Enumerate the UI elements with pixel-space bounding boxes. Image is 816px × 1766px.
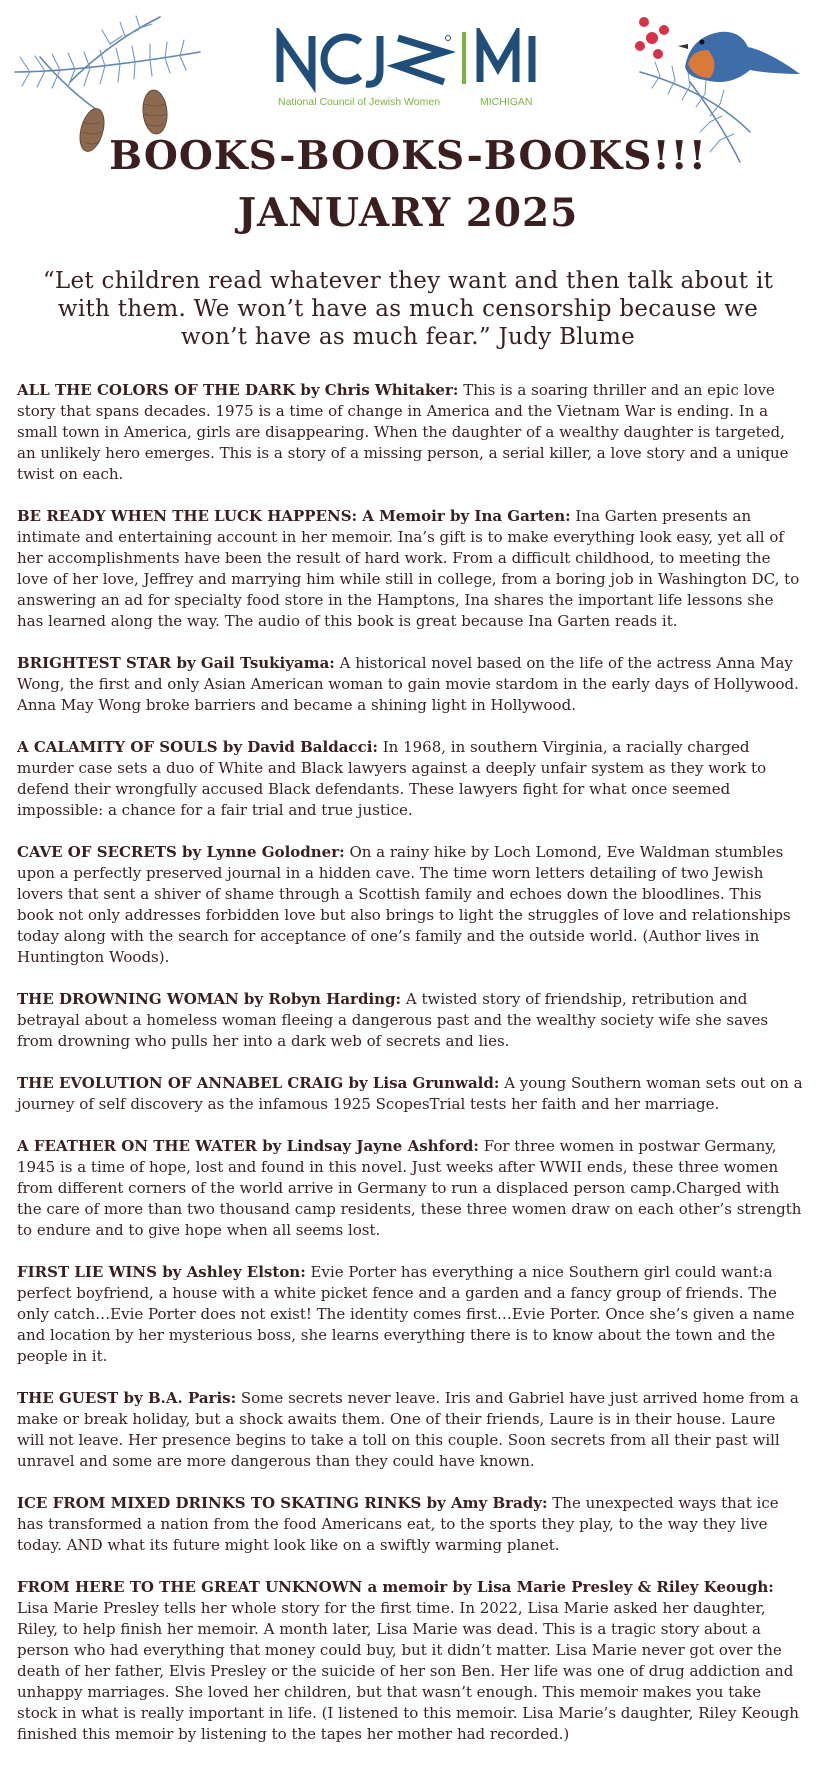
book-description: Evie Porter has everything a nice Southern girl could want:a perfect boyfriend, a house with a white picket fence and a garden and a fancy group of friends. The only catch…Evie Porter does not exist! The identity comes first…Evie Porter. Once she’s given a name and location by her mysterious boss, she learns everything there is to know about the town and the people in it.: [17, 1263, 795, 1365]
book-description: Ina Garten presents an intimate and entertaining account in her memoir. Ina’s gift is to make everything look easy, yet all of her accomplishments have been the result of hard work. From a difficult childhood, to meeting the love of her love, Jeffrey and marrying him while still in college, from a boring job in Washington DC, to answering an ad for specialty food store in the Hamptons, Ina shares the important life lessons she has learned along the way. The audio of this book is great because Ina Garten reads it.: [17, 507, 800, 630]
book-title: BRIGHTEST STAR by Gail Tsukiyama:: [17, 654, 335, 672]
book-description: A historical novel based on the life of the actress Anna May Wong, the first and only Asian American woman to gain movie stardom in the early days of Hollywood. Anna May Wong broke barriers and became a shining light in Hollywood.: [17, 654, 799, 714]
judy-blume-quote: “Let children read whatever they want and then talk about it with them. We won’t have as much censorship because we won’t have as much fear.” Judy Blume: [42, 268, 774, 350]
book-title: A CALAMITY OF SOULS by David Baldacci:: [17, 738, 378, 756]
book-description: The unexpected ways that ice has transformed a nation from the food Americans eat, to the sports they play, to the way they live today. AND what its future might look like on a swiftly warming planet.: [17, 1494, 779, 1554]
book-description: A twisted story of friendship, retribution and betrayal about a homeless woman fleeing a dangerous past and the wealthy society wife she saves from drowning who pulls her into a dark web of secrets and lies.: [17, 990, 769, 1050]
book-entry: [17, 842, 803, 968]
book-title: THE GUEST by B.A. Paris:: [17, 1389, 237, 1407]
book-description: On a rainy hike by Loch Lomond, Eve Waldman stumbles upon a perfectly preserved journal in a hidden cave. The time worn letters detailing of two Jewish lovers that sent a shiver of shame through a Scottish family and echoes down the bloodlines. This book not only addresses forbidden love but also brings to light the struggles of love and relationships today along with the search for acceptance of one’s family and the outside world. (Author lives in Huntington Woods).: [17, 843, 791, 966]
book-description: A young Southern woman sets out on a journey of self discovery as the infamous 1925 ScopesTrial tests her faith and her marriage.: [17, 1074, 803, 1113]
book-title: A FEATHER ON THE WATER by Lindsay Jayne Ashford:: [17, 1137, 479, 1155]
book-entry: [17, 1577, 803, 1745]
book-title: ALL THE COLORS OF THE DARK by Chris Whitaker:: [17, 381, 459, 399]
book-description: This is a soaring thriller and an epic love story that spans decades. 1975 is a time of change in America and the Vietnam War is ending. In a small town in America, girls are disappearing. When the daughter of a wealthy daughter is targeted, an unlikely hero emerges. This is a story of a missing person, a serial killer, a love story and a unique twist on each.: [17, 381, 789, 483]
book-entry: [17, 380, 803, 485]
book-description: Some secrets never leave. Iris and Gabriel have just arrived home from a make or break holiday, but a shock awaits them. One of their friends, Laure is in their house. Laure will not leave. Her presence begins to take a toll on this couple. Soon secrets from all their past will unravel and some are more dangerous than they could have known.: [17, 1389, 799, 1470]
page-title: BOOKS-BOOKS-BOOKS!!!: [109, 133, 707, 179]
book-description: For three women in postwar Germany, 1945 is a time of hope, lost and found in this novel. Just weeks after WWII ends, these three women from different corners of the world arrive in Germany to run a displaced person camp.Charged with the care of more than two thousand camp residents, these three women draw on each other’s strength to endure and to give hope when all seems lost.: [17, 1137, 802, 1239]
book-description: In 1968, in southern Virginia, a racially charged murder case sets a duo of White and Black lawyers against a deeply unfair system as they work to defend their wrongfully accused Black defendants. These lawyers fight for what once seemed impossible: a chance for a fair trial and true justice.: [17, 738, 767, 819]
page-subtitle-date: JANUARY 2025: [237, 190, 579, 236]
book-title: FROM HERE TO THE GREAT UNKNOWN a memoir by Lisa Marie Presley & Riley Keough:: [17, 1578, 774, 1596]
book-entry: [17, 506, 803, 632]
book-title: BE READY WHEN THE LUCK HAPPENS: A Memoir by Ina Garten:: [17, 507, 571, 525]
logo-caption-michigan: MICHIGAN: [480, 96, 533, 108]
book-title: THE EVOLUTION OF ANNABEL CRAIG by Lisa Grunwald:: [17, 1074, 500, 1092]
book-entry: [17, 653, 803, 716]
book-title: FIRST LIE WINS by Ashley Elston:: [17, 1263, 306, 1281]
logo-wordmark: [276, 28, 540, 94]
book-list: [17, 380, 803, 1766]
book-entry: [17, 1493, 803, 1556]
book-entry: [17, 1136, 803, 1241]
book-title: ICE FROM MIXED DRINKS TO SKATING RINKS by Amy Brady:: [17, 1494, 548, 1512]
book-title: CAVE OF SECRETS by Lynne Golodner:: [17, 843, 345, 861]
book-entry: [17, 989, 803, 1052]
book-entry: [17, 737, 803, 821]
book-entry: [17, 1073, 803, 1115]
logo-caption-ncjw: National Council of Jewish Women: [278, 96, 441, 108]
book-title: THE DROWNING WOMAN by Robyn Harding:: [17, 990, 402, 1008]
ncjw-logo: [0, 28, 816, 118]
book-entry: [17, 1262, 803, 1367]
book-description: Lisa Marie Presley tells her whole story for the first time. In 2022, Lisa Marie asked her daughter, Riley, to help finish her memoir. A month later, Lisa Marie was dead. This is a tragic story about a person who had everything that money could buy, but it didn’t matter. Lisa Marie never got over the death of her father, Elvis Presley or the suicide of her son Ben. Her life was one of drug addiction and unhappy marriages. She loved her children, but that wasn’t enough. This memoir makes you take stock in what is really important in life. (I listened to this memoir. Lisa Marie’s daughter, Riley Keough finished this memoir by listening to the tapes her mother had recorded.): [17, 1599, 799, 1743]
book-entry: [17, 1388, 803, 1472]
